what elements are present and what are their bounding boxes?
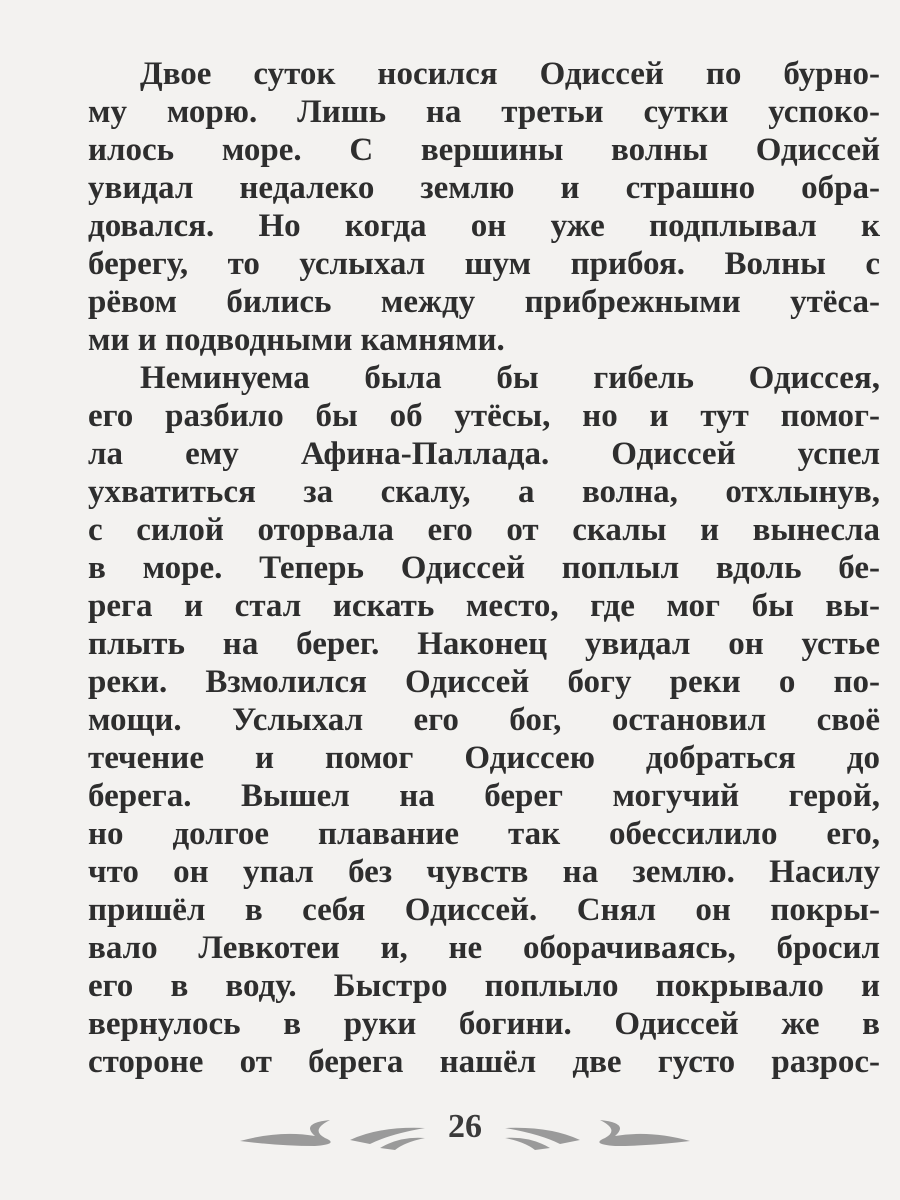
text-line: его разбило бы об утёсы, но и тут помог- [88, 398, 880, 434]
text-line: рега и стал искать место, где мог бы вы- [88, 588, 880, 624]
text-line: мощи. Услыхал его бог, остановил своё [88, 702, 880, 738]
text-line: му морю. Лишь на третьи сутки успоко- [88, 94, 880, 130]
text-line: илось море. С вершины волны Одиссей [88, 132, 880, 168]
text-line: что он упал без чувств на землю. Насилу [88, 854, 880, 890]
text-line: увидал недалеко землю и страшно обра- [88, 170, 880, 206]
text-line: его в воду. Быстро поплыло покрывало и [88, 968, 880, 1004]
text-line: довался. Но когда он уже подплывал к [88, 208, 880, 244]
text-line: рёвом бились между прибрежными утёса- [88, 284, 880, 320]
text-line: реки. Взмолился Одиссей богу реки о по- [88, 664, 880, 700]
text-line: Двое суток носился Одиссей по бурно- [140, 56, 880, 92]
text-line: берега. Вышел на берег могучий герой, [88, 778, 880, 814]
text-line: плыть на берег. Наконец увидал он устье [88, 626, 880, 662]
text-line: ухватиться за скалу, а волна, отхлынув, [88, 474, 880, 510]
text-line: вало Левкотеи и, не оборачиваясь, бросил [88, 930, 880, 966]
text-line: стороне от берега нашёл две густо разрос- [88, 1044, 880, 1080]
page-footer [230, 1108, 700, 1158]
text-line: но долгое плавание так обессилило его, [88, 816, 880, 852]
text-line: Неминуема была бы гибель Одиссея, [140, 360, 880, 396]
text-line: в море. Теперь Одиссей поплыл вдоль бе- [88, 550, 880, 586]
page-number: 26 [448, 1108, 482, 1145]
text-line: пришёл в себя Одиссей. Снял он покры- [88, 892, 880, 928]
text-line: течение и помог Одиссею добраться до [88, 740, 880, 776]
text-line: берегу, то услыхал шум прибоя. Волны с [88, 246, 880, 282]
text-line: с силой оторвала его от скалы и вынесла [88, 512, 880, 548]
text-line: вернулось в руки богини. Одиссей же в [88, 1006, 880, 1042]
text-line: ла ему Афина-Паллада. Одиссей успел [88, 436, 880, 472]
text-line: ми и подводными камнями. [88, 322, 505, 358]
body-text [88, 55, 880, 1081]
